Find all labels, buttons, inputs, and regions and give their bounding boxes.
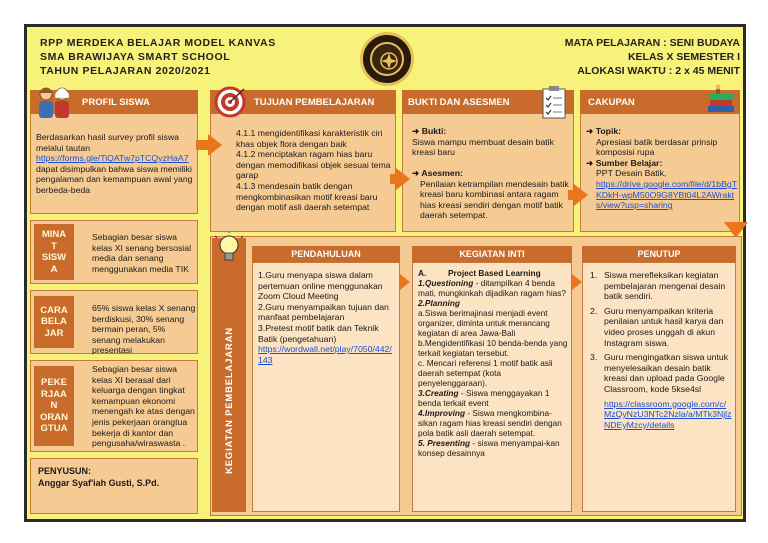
arrow-right-icon xyxy=(196,134,222,156)
penutup-item: 3. Guru mengingatkan siswa untuk menyelesaikan desain batik kreasi dan upload pada Google Classroom, kode 5kse4sl xyxy=(590,352,729,394)
header-right xyxy=(565,36,740,78)
section-title: TUJUAN PEMBELAJARAN xyxy=(254,96,375,108)
penutup-item: 1. Siswa merefleksikan kegiatan pembelajaran mengenai desain batik sendiri. xyxy=(590,270,726,302)
tujuan-item: 4.1.2 menciptakan ragam hias baru dengan memodifikasi objek sesuai tema garap xyxy=(236,149,391,181)
penutup-header: PENUTUP xyxy=(582,246,736,262)
section-title: PROFIL SISWA xyxy=(82,96,150,108)
section-title: CAKUPAN xyxy=(588,96,635,108)
inti-content: A. Project Based Learning 1.Questioning - ditampilkan 4 benda mati, mungkinkah dijadikan ragam hias? 2.Planning a.Siswa berimajinasi menjadi event organizer, diminta untuk merancang kegiatan di area Jawa-Bali b.Mengidentifikasi 10 benda-benda yang terkait kegiatan tersebut. c. Mencari referensi 1 motif batik asli daerah setempat (kota penyelenggaraan). 3.Creating - Siswa menggayakan 1 benda terkait event 4.Improving - Siswa mengkombina-sikan ragam hias kreasi sendiri dengan pola batik asli daerah setempat. 5. Presenting - siswa menyampai-kan konsep desainnya xyxy=(418,268,568,458)
classroom-link[interactable]: https://classroom.google.com/c/MzQyNzU3NTc2Nzla/a/MTk3NjlzNDEyMzcy/details xyxy=(604,398,732,430)
arrow-right-icon: ➜ xyxy=(586,157,596,168)
tujuan-item: 4.1.1 mengidentifikasi karakteristik ciri khas objek flora dengan baik xyxy=(236,128,383,149)
pendahuluan-item: 3.Pretest motif batik dan Teknik Batik (pengetahuan) xyxy=(258,322,379,344)
arrow-right-icon: ➜ xyxy=(412,126,422,136)
pendahuluan-header: PENDAHULUAN xyxy=(252,246,400,262)
penyusun-name: Anggar Syaf'iah Gusti, S.Pd. xyxy=(38,478,160,488)
profil-text: Berdasarkan hasil survey profil siswa melalui tautan https://forms.gle/TiQATw7pTCQyzHaA7 dapat disimpulkan bahwa siswa memiliki pengalaman dan kemampuan awal yang berbeda-beda xyxy=(36,132,193,195)
section-title: BUKTI DAN ASESMEN xyxy=(408,96,510,108)
arrow-right-icon xyxy=(568,184,588,206)
kegiatan-side-label-box xyxy=(216,300,242,500)
pendahuluan-list xyxy=(258,270,396,365)
cakupan-content: ➜ Topik: Apresiasi batik berdasar prinsip komposisi rupa ➜ Sumber Belajar: PPT Desain Batik, https://drive.google.com/file/d/1bBgTKDkH-wpM50O9G8YBt04L2AWrakts/view?usp=sharing xyxy=(586,126,738,211)
header-line: SMA BRAWIJAYA SMART SCHOOL xyxy=(40,51,231,63)
arrow-right-icon: ➜ xyxy=(412,168,422,178)
arrow-right-icon xyxy=(572,274,582,290)
cara-belajar-tag: CARA BELA JAR xyxy=(34,296,74,348)
asesmen-content: ➜ Asesmen: Penilaian ketrampilan mendesain batik kreasi baru kombinasi antara ragam hias kreasi sendiri dengan motif batik daerah setempat. xyxy=(412,168,569,221)
header-line: KELAS X SEMESTER I xyxy=(627,51,740,63)
pekerjaan-tag: PEKE RJAA N ORAN GTUA xyxy=(34,366,74,446)
students-icon xyxy=(34,84,74,122)
target-icon xyxy=(214,86,246,118)
pekerjaan-text: Sebagian besar siswa kelas XI berasal dari keluarga dengan tingkat kemampuan ekonomi menengah ke atas dengan jenis pekerjaan orangtua bekerja di kantor dan pengusaha/wiraswasta . xyxy=(92,364,195,449)
header-line: RPP MERDEKA BELAJAR MODEL KANVAS xyxy=(40,37,276,49)
pendahuluan-item: 1.Guru menyapa siswa dalam pertemuan online menggunakan Zoom Cloud Meeting xyxy=(258,270,383,302)
inti-header: KEGIATAN INTI xyxy=(412,246,572,262)
cara-belajar-text: 65% siswa kelas X senang berdiskusi, 30% senang bermain peran, 5% senang melakukan presentasi xyxy=(92,303,196,356)
school-logo xyxy=(360,32,414,86)
minat-tag: MINA T SISW A xyxy=(34,224,74,280)
header-line: ALOKASI WAKTU : 2 x 45 MENIT xyxy=(577,65,740,77)
survey-link[interactable]: https://forms.gle/TiQATw7pTCQyzHaA7 xyxy=(36,153,189,164)
ppt-link[interactable]: https://drive.google.com/file/d/1bBgTKDkH-wpM50O9G8YBt04L2AWrakts/view?usp=sharing xyxy=(596,178,738,211)
lightbulb-icon xyxy=(214,232,244,266)
pendahuluan-item: 2.Guru menyampaikan tujuan dan manfaat pembelajaran xyxy=(258,301,389,323)
arrow-right-icon xyxy=(390,168,410,190)
tujuan-list xyxy=(236,128,394,213)
tujuan-item: 4.1.3 mendesain batik dengan mengkombinasikan motif kreasi baru dengan motif asli daerah setempat xyxy=(236,180,378,213)
checklist-icon xyxy=(540,86,570,120)
kegiatan-side-label: KEGIATAN PEMBELAJARAN xyxy=(223,326,235,474)
header-line: MATA PELAJARAN : SENI BUDAYA xyxy=(564,37,740,49)
books-icon xyxy=(704,84,738,118)
penyusun-label: PENYUSUN: xyxy=(38,466,92,476)
penutup-list xyxy=(590,270,732,430)
bukti-content: ➜ Bukti: Siswa mampu membuat desain batik kreasi baru xyxy=(412,126,554,158)
header-line: TAHUN PELAJARAN 2020/2021 xyxy=(40,65,211,77)
arrow-right-icon xyxy=(400,274,410,290)
arrow-right-icon: ➜ xyxy=(586,126,596,136)
penutup-item: 2. Guru menyampaikan kriteria penilaian untuk hasil karya dan video proses unggah di akun Instagram siswa. xyxy=(590,305,724,348)
header-left xyxy=(40,36,276,78)
wordwall-link[interactable]: https://wordwall.net/play/7050/442/143 xyxy=(258,344,392,365)
minat-text: Sebagian besar siswa kelas XI senang bersosial media dan senang menggunakan media TIK xyxy=(92,232,191,274)
